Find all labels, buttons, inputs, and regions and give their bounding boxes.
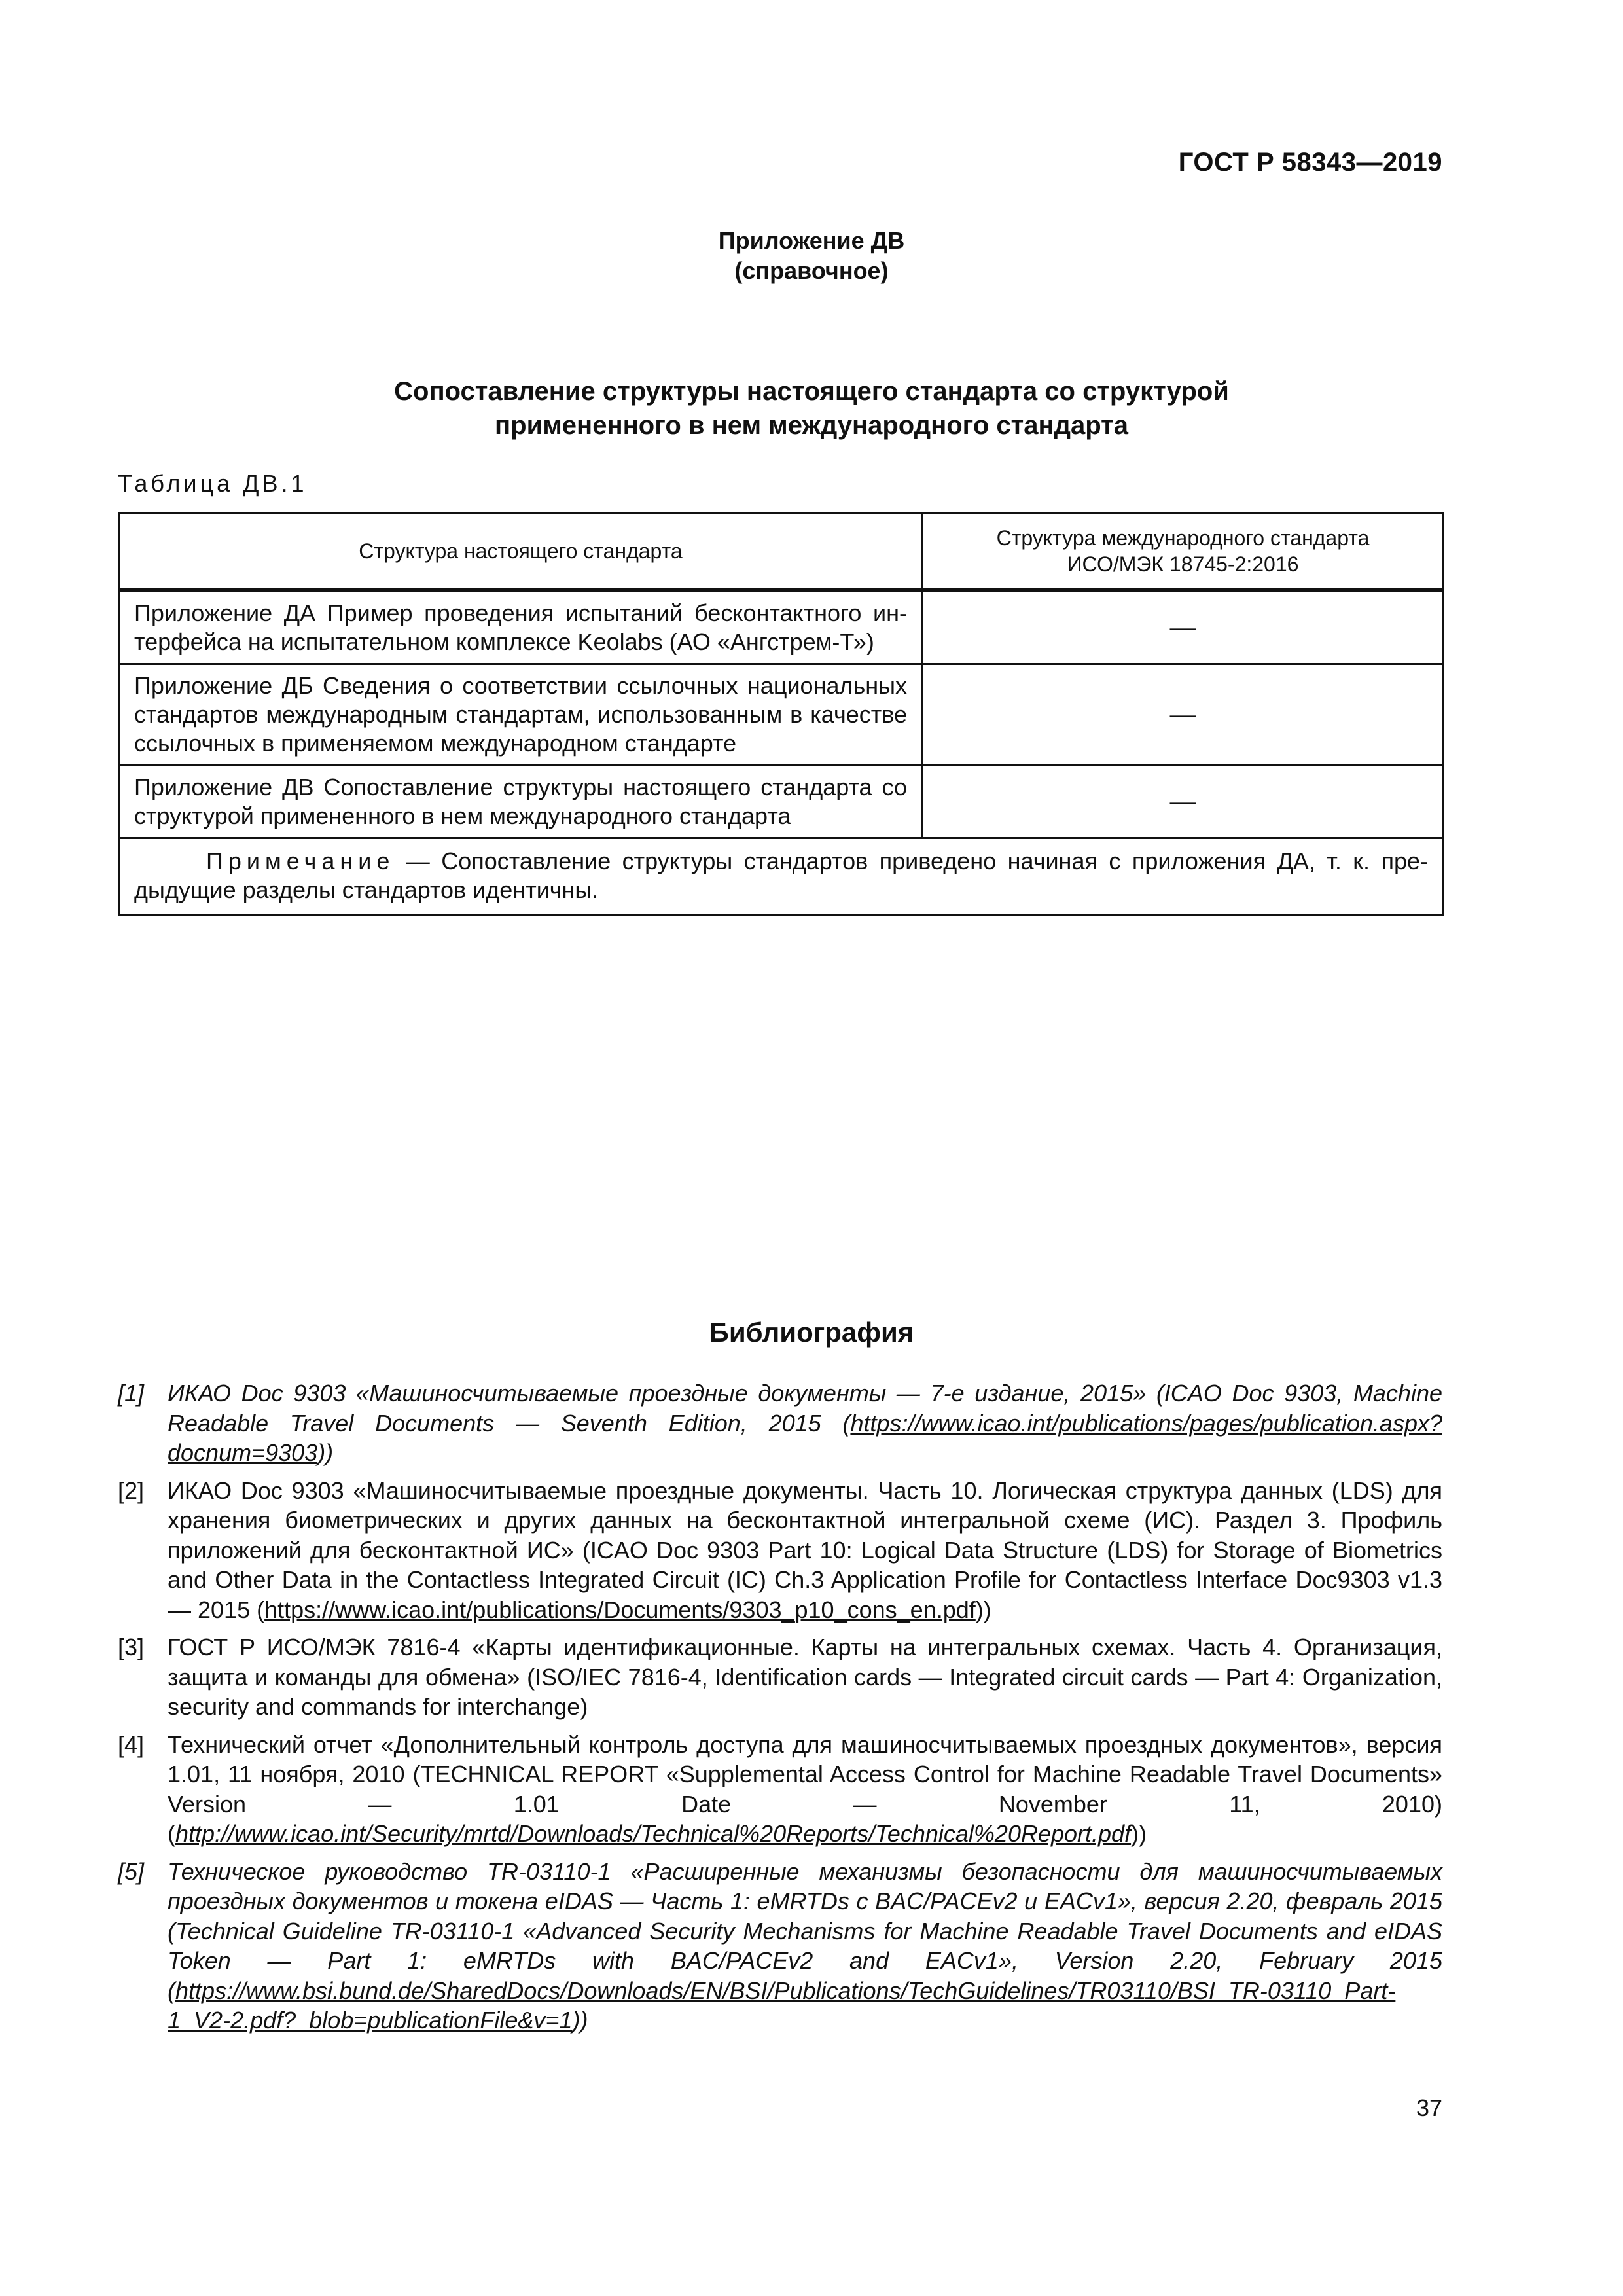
- table-row: [119, 664, 1444, 766]
- bibliography-entry-tail: )): [572, 2007, 588, 2034]
- bibliography-entry-text: [168, 1730, 1442, 1849]
- bibliography-entry-body: Техническое руководство TR-03110-1 «Расширенные механизмы безопасности для машиносчитываемых проездных документов и токена eIDAS — Часть 1: eMRTDs с BAC/PACEv2 и EACv1», версия 2.20, февраль 2015 (Technical Guideline TR-03110-1 «Advanced Security Mechanisms for Machine Readable Travel Documents and eIDAS Token — Part 1: eMRTDs with BAC/PACEv2 and EACv1», Version 2.20, February 2015 (: [168, 1857, 1442, 2004]
- bibliography-link[interactable]: https://www.icao.int/publications/pages/publication.aspx?docnum=9303: [168, 1409, 1442, 1466]
- bibliography-link[interactable]: https://www.icao.int/publications/Documents/9303_p10_cons_en.pdf: [264, 1596, 976, 1623]
- bibliography-entry: [118, 1378, 1442, 1468]
- table-cell-international: —: [923, 590, 1444, 664]
- bibliography-entry-text: [168, 1632, 1442, 1722]
- table-note-row: [119, 838, 1444, 915]
- bibliography-entry-body: ИКАО Doc 9303 «Машиносчитываемые проездные документы. Часть 10. Логическая структура данных (LDS) для хранения биометрических и других данных на бесконтактной интегральной схеме (ИС). Раздел 3. Профиль приложений для бесконтактной ИС» (ICAO Doc 9303 Part 10: Logical Data Structure (LDS) for Storage of Biometrics and Other Data in the Contactless Integrated Circuit (IC) Ch.3 Application Profile for Contactless Interface Doc9303 v1.3 — 2015 (: [168, 1477, 1442, 1623]
- note-text: — Сопоставление структуры стандартов приведено начиная с приложения ДА, т. к. предыдущие разделы стандартов идентичны.: [134, 848, 1428, 903]
- bibliography-entry: [118, 1730, 1442, 1849]
- structure-comparison-table: [118, 512, 1444, 916]
- appendix-title: Приложение ДВ: [718, 227, 905, 254]
- table-cell-international: —: [923, 664, 1444, 766]
- bibliography-entry-text: [168, 1378, 1442, 1468]
- bibliography-entry-tail: )): [1131, 1820, 1147, 1847]
- table-note: [119, 838, 1444, 915]
- bibliography-entry: [118, 1857, 1442, 2036]
- bibliography-entry-body: Технический отчет «Дополнительный контроль доступа для машиносчитываемых проездных документов», версия 1.01, 11 ноября, 2010 (TECHNICAL REPORT «Supplemental Access Control for Machine Readable Travel Documents» Version — 1.01 Date — November 11, 2010) (: [168, 1731, 1442, 1847]
- bibliography-entry-number: [5]: [118, 1857, 145, 1885]
- table-header-national: Структура настоящего стандарта: [119, 513, 923, 591]
- bibliography-entry-text: [168, 1476, 1442, 1625]
- bibliography-entry-number: [2]: [118, 1477, 145, 1504]
- note-label: Примечание: [206, 848, 395, 874]
- table-header-international-line2: ИСО/МЭК 18745-2:2016: [1067, 552, 1299, 576]
- bibliography-entry-tail: )): [975, 1596, 991, 1623]
- bibliography-entry-number: [3]: [118, 1634, 145, 1660]
- bibliography-entry-number: [4]: [118, 1731, 145, 1758]
- table-label: Таблица ДВ.1: [118, 470, 308, 497]
- table-header-row: [119, 513, 1444, 591]
- table-cell-national: Приложение ДА Пример проведения испытаний бесконтактного интерфейса на испытательном комплексе Keolabs (АО «Ангстрем-Т»): [119, 590, 923, 664]
- table-cell-national: Приложение ДВ Сопоставление структуры настоящего стандарта со структурой примененного в нем международного стандарта: [119, 766, 923, 838]
- bibliography-link[interactable]: http://www.icao.int/Security/mrtd/Downloads/Technical%20Reports/Technical%20Report.pdf: [175, 1820, 1132, 1847]
- table-cell-international: —: [923, 766, 1444, 838]
- appendix-subtitle: (справочное): [734, 257, 889, 284]
- page-number: 37: [1416, 2094, 1442, 2121]
- bibliography-entry-tail: )): [317, 1439, 334, 1466]
- document-code: ГОСТ Р 58343—2019: [1178, 148, 1442, 177]
- bibliography-entry-body: ИКАО Doc 9303 «Машиносчитываемые проездные документы — 7-е издание, 2015» (ICAO Doc 9303, Machine Readable Travel Documents — Seventh Edition, 2015 (: [168, 1380, 1442, 1437]
- table-header-international: [923, 513, 1444, 591]
- comparison-title-line1: Сопоставление структуры настоящего стандарта со структурой: [394, 377, 1229, 406]
- table-cell-national: Приложение ДБ Сведения о соответствии ссылочных национальных стандартов международным стандартам, использованным в качестве ссылочных в применяемом международном стандарте: [119, 664, 923, 766]
- bibliography-entry: [118, 1632, 1442, 1722]
- bibliography-entry: [118, 1476, 1442, 1625]
- table-row: [119, 590, 1444, 664]
- bibliography-entry-number: [1]: [118, 1380, 145, 1407]
- comparison-title-line2: примененного в нем международного стандарта: [495, 411, 1128, 440]
- appendix-heading: [0, 226, 1623, 286]
- bibliography-title: Библиография: [709, 1317, 914, 1348]
- bibliography-link[interactable]: https://www.bsi.bund.de/SharedDocs/Downloads/EN/BSI/Publications/TechGuidelines/TR03110/BSI_TR-03110_Part-1_V2-2.pdf?_blob=publicationFile&v=1: [168, 1977, 1396, 2034]
- table-row: [119, 766, 1444, 838]
- bibliography-list: [118, 1378, 1442, 2043]
- table-header-international-line1: Структура международного стандарта: [996, 526, 1370, 550]
- bibliography-entry-body: ГОСТ Р ИСО/МЭК 7816-4 «Карты идентификационные. Карты на интегральных схемах. Часть 4. Организация, защита и команды для обмена» (ISO/IEC 7816-4, Identification cards — Integrated circuit cards — Part 4: Organization, security and commands for interchange): [168, 1634, 1442, 1720]
- comparison-title: [0, 374, 1623, 442]
- bibliography-entry-text: [168, 1857, 1442, 2036]
